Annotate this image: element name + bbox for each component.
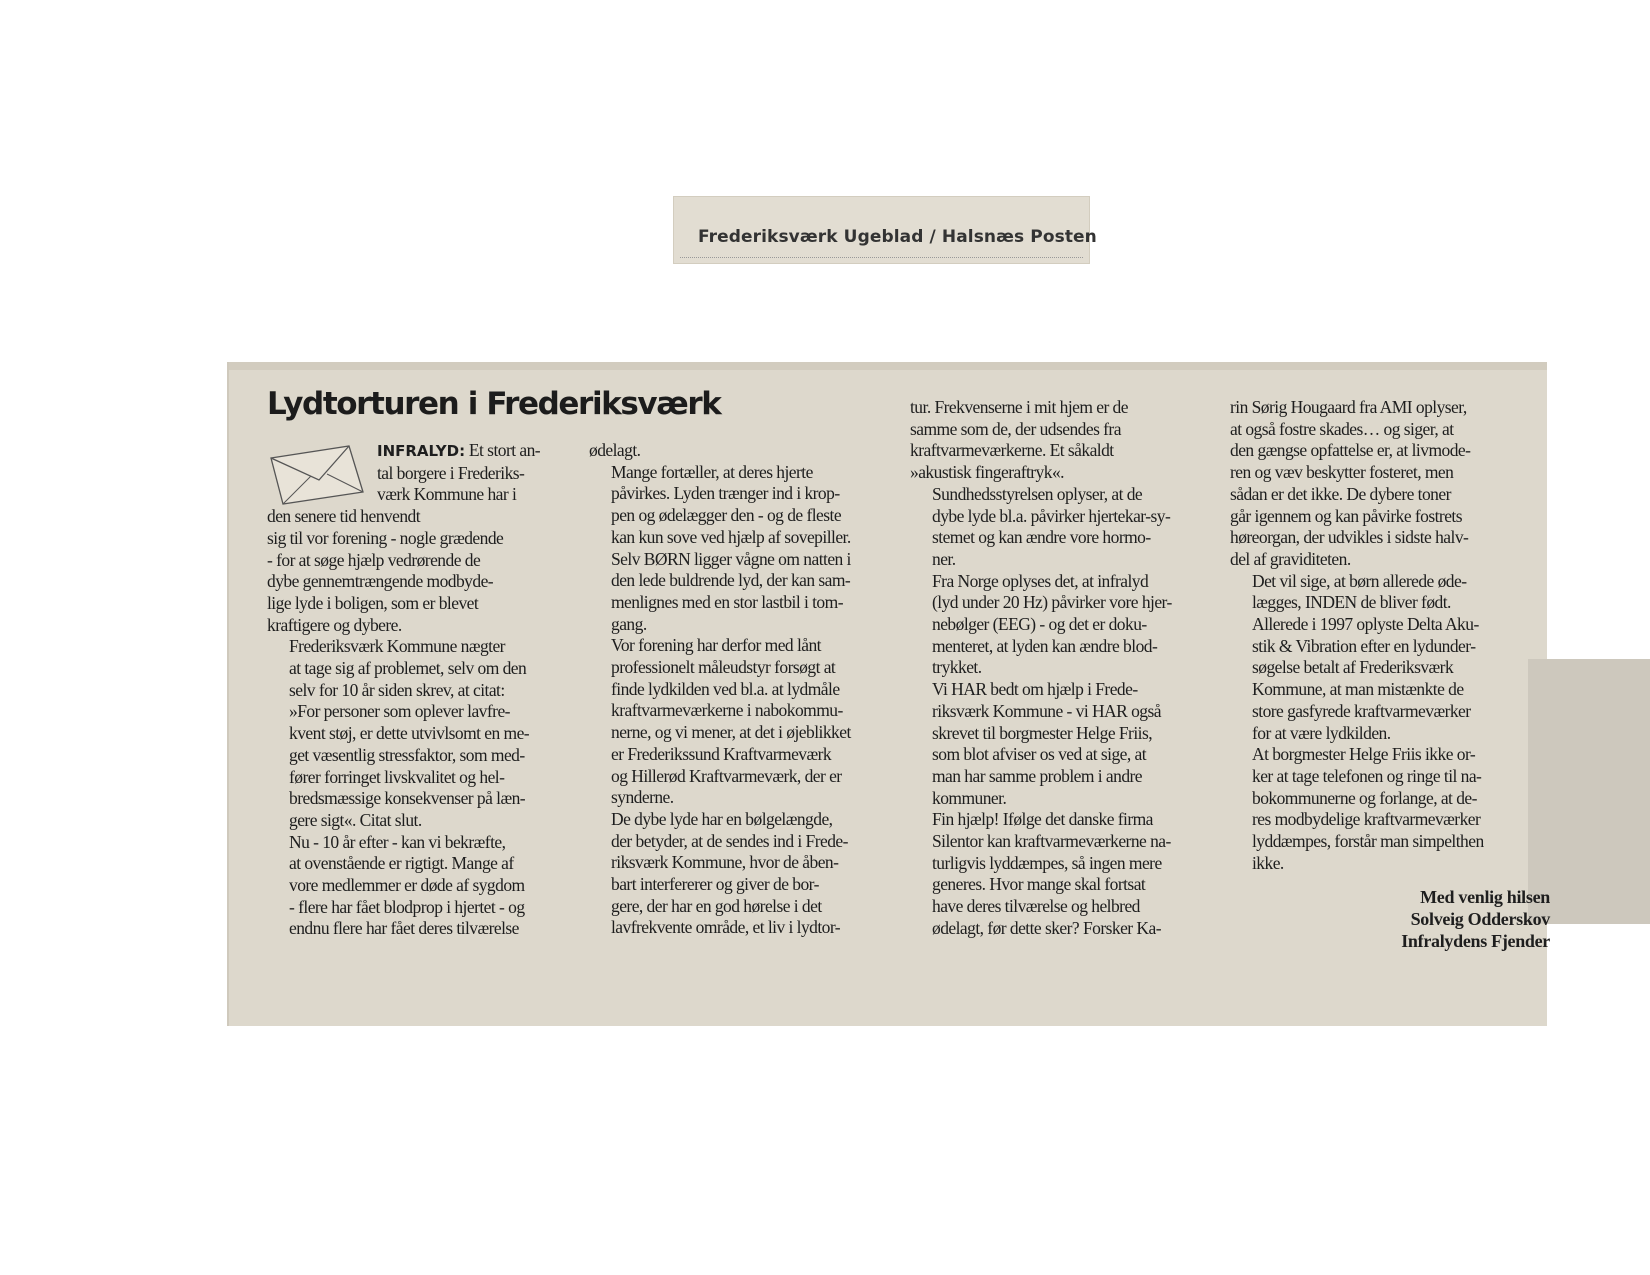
article-paragraph: Vi HAR bedt om hjælp i Frede- riksværk Kommune - vi HAR også skrevet til borgmester Helge Friis, som blot afviser os ved at sige, at man har samme problem i andre kommuner. (932, 679, 1161, 808)
newspaper-source-name: Frederiksværk Ugeblad / Halsnæs Posten (698, 227, 1097, 247)
article-column-2: ødelagt. Mange fortæller, at deres hjerte påvirkes. Lyden trænger ind i krop- pen og ødelægger den - og de fleste kan kun sove ved hjælp af sovepiller. Selv BØRN ligger vågne om natten i den lede buldrende lyd, der kan sam- menlignes med en stor lastbil i tom- gang. Vor forening har derfor med lånt professionelt måleudstyr forsøgt at finde lydkilden ved bl.a. at lydmåle kraftvarmeværkerne i nabokommu- nerne, og vi mener, at det i øjeblikket er Frederikssund Kraftvarmeværk og Hillerød Kraftvarmeværk, der er synderne. De dybe lyde har en bølgelængde, der betyder, at de sendes ind i Frede- riksværk Kommune, hvor de åben- bart interfererer og giver de bor- gere, der har en god hørelse i det lavfrekvente område, et liv i lydtor- (589, 440, 889, 939)
article-paragraph: Nu - 10 år efter - kan vi bekræfte, at ovenstående er rigtigt. Mange af vore medlemmer er døde af sygdom - flere har fået blodprop i hjertet - og endnu flere har fået deres tilværelse (289, 831, 525, 939)
article-paragraph: Sundhedsstyrelsen oplyser, at de dybe lyde bl.a. påvirker hjertekar-sy- stemet og kan ændre vore hormo- ner. (932, 483, 1171, 569)
source-underline (680, 257, 1083, 258)
article-column-3: tur. Frekvenserne i mit hjem er de samme som de, der udsendes fra kraftvarmeværkerne. Et såkaldt »akustisk fingeraftryk«. Sundhedsstyrelsen oplyser, at de dybe lyde bl.a. påvirker hjertekar-sy- stemet og kan ændre vore hormo- ner. Fra Norge oplyses det, at infralyd (lyd under 20 Hz) påvirker vore hjer- nebølger (EEG) - og det er doku- menteret, at lyden kan ændre blod- trykket. Vi HAR bedt om hjælp i Frede- riksværk Kommune - vi HAR også skrevet til borgmester Helge Friis, som blot afviser os ved at sige, at man har samme problem i andre kommuner. Fin hjælp! Ifølge det danske firma Silentor kan kraftvarmeværkerne na- turligvis lyddæmpes, så ingen mere generes. Hvor mange skal fortsat have deres tilværelse og helbred ødelagt, før dette sker? Forsker Ka- (910, 397, 1210, 940)
article-paragraph: Fra Norge oplyses det, at infralyd (lyd under 20 Hz) påvirker vore hjer- nebølger (EEG) - og det er doku- menteret, at lyden kan ændre blod- trykket. (932, 570, 1172, 678)
article-paragraph: De dybe lyde har en bølgelængde, der betyder, at de sendes ind i Frede- riksværk Kommune, hvor de åben- bart interfererer og giver de bor- gere, der har en god hørelse i det lavfrekvente område, et liv i lydtor- (611, 808, 848, 938)
article-column-4: rin Sørig Hougaard fra AMI oplyser, at også fostre skades… og siger, at den gængse opfattelse er, at livmode- ren og væv beskytter fosteret, men sådan er det ikke. De dybere toner går igennem og kan påvirke fostrets høreorgan, der udvikles i sidste halv- del af graviditeten. Det vil sige, at børn allerede øde- lægges, INDEN de bliver født. Allerede i 1997 oplyste Delta Aku- stik & Vibration efter en lydunder- søgelse betalt af Frederiksværk Kommune, at man mistænkte de store gasfyrede kraftvarmeværker for at være lydkilden. At borgmester Helge Friis ikke or- ker at tage telefonen og ringe til na- bokommunerne og forlange, at de- res modbydelige kraftvarmeværker lyddæmpes, forstår man simpelthen ikke. Med venlig hilsen Solveig Odderskov Infralydens Fjender (1230, 397, 1550, 952)
newspaper-clipping (227, 362, 1550, 1026)
signature-organization: Infralydens Fjender (1401, 931, 1550, 952)
signature-name: Solveig Odderskov (1410, 909, 1550, 930)
article-signature (1230, 886, 1550, 952)
article-headline: Lydtorturen i Frederiksværk (267, 386, 721, 422)
article-paragraph: Fin hjælp! Ifølge det danske firma Silentor kan kraftvarmeværkerne na- turligvis lyddæmpes, så ingen mere generes. Hvor mange skal fortsat have deres tilværelse og helbred ødelagt, før dette sker? Forsker Ka- (932, 809, 1171, 938)
newspaper-source-strip (673, 196, 1097, 264)
envelope-icon (267, 444, 367, 506)
article-paragraph: At borgmester Helge Friis ikke or- ker at tage telefonen og ringe til na- bokommunerne og forlange, at de- res modbydelige kraftvarmeværker lyddæmpes, forstår man simpelthen ikke. (1252, 744, 1484, 873)
kicker-line: INFRALYD: Et stort an- (377, 440, 541, 460)
article-paragraph: Mange fortæller, at deres hjerte påvirkes. Lyden trænger ind i krop- pen og ødelægger den - og de fleste kan kun sove ved hjælp af sovepiller. Selv BØRN ligger vågne om natten i den lede buldrende lyd, der kan sam- menlignes med en stor lastbil i tom- gang. (611, 461, 851, 634)
article-paragraph: Allerede i 1997 oplyste Delta Aku- stik & Vibration efter en lydunder- søgelse betalt af Frederiksværk Kommune, at man mistænkte de store gasfyrede kraftvarmeværker for at være lydkilden. (1252, 614, 1479, 743)
signature-greeting: Med venlig hilsen (1420, 887, 1550, 908)
article-column-1: INFRALYD: Et stort an- tal borgere i Frederiks- værk Kommune har i den senere tid henvendt sig til vor forening - nogle grædende - for at søge hjælp vedrørende de dybe gennemtrængende modbyde- lige lyde i boligen, som er blevet kraftigere og dybere. Frederiksværk Kommune nægter at tage sig af problemet, selv om den selv for 10 år siden skrev, at citat: »For personer som oplever lavfre- kvent støj, er dette utvivlsomt en me- get væsentlig stressfaktor, som med- fører forringet livskvalitet og hel- bredsmæssige konsekvenser på læn- gere sigt«. Citat slut. Nu - 10 år efter - kan vi bekræfte, at ovenstående er rigtigt. Mange af vore medlemmer er døde af sygdom - flere har fået blodprop i hjertet - og endnu flere har fået deres tilværelse (267, 440, 569, 940)
article-paragraph: Frederiksværk Kommune nægter at tage sig af problemet, selv om den selv for 10 år siden skrev, at citat: »For personer som oplever lavfre- kvent støj, er dette utvivlsomt en me- get væsentlig stressfaktor, som med- fører forringet livskvalitet og hel- bredsmæssige konsekvenser på læn- gere sigt«. Citat slut. (289, 636, 530, 830)
article-paragraph: Det vil sige, at børn allerede øde- lægges, INDEN de bliver født. (1252, 570, 1467, 613)
article-paragraph: Vor forening har derfor med lånt professionelt måleudstyr forsøgt at finde lydkilden ved bl.a. at lydmåle kraftvarmeværkerne i nabokommu- nerne, og vi mener, at det i øjeblikket er Frederikssund Kraftvarmeværk og Hillerød Kraftvarmeværk, der er synderne. (611, 635, 851, 808)
article-kicker: INFRALYD: (377, 442, 466, 460)
